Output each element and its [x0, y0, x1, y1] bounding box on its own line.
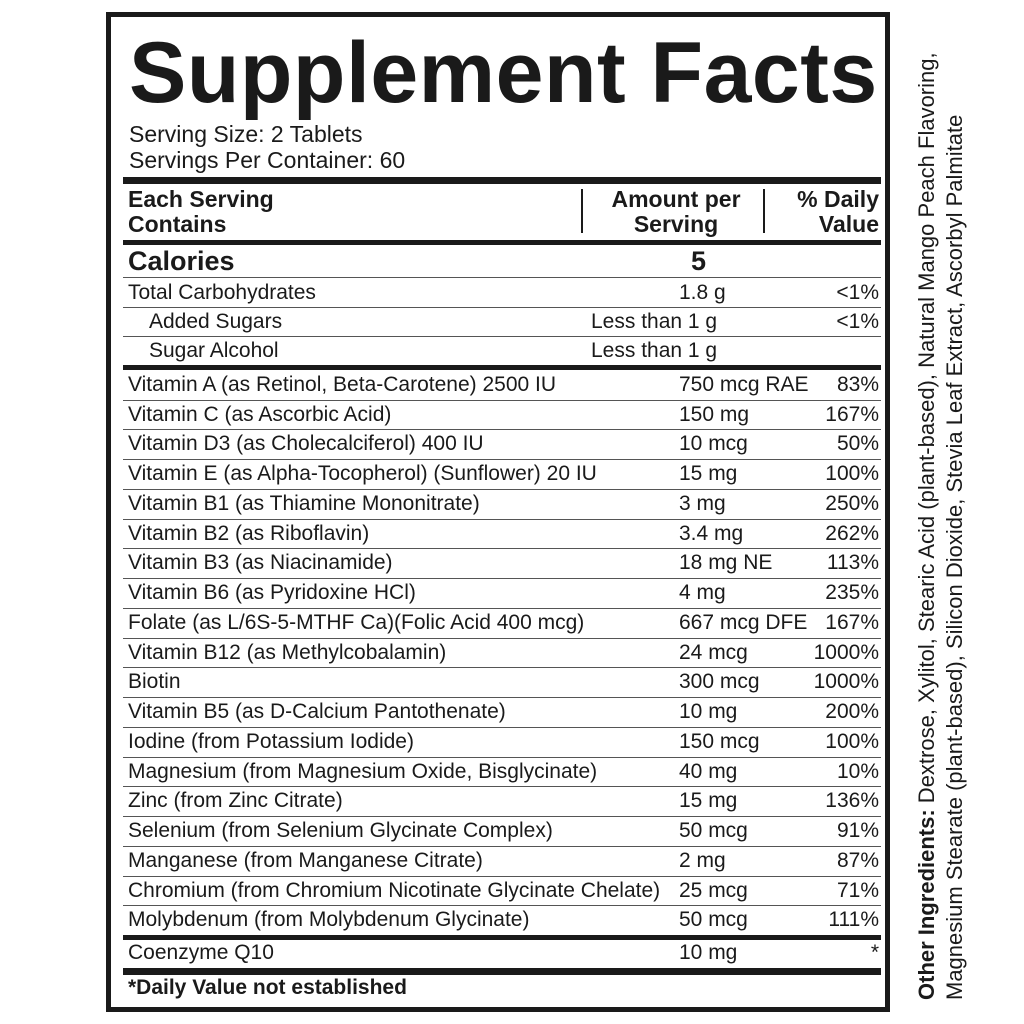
servings-per-container: Servings Per Container: 60: [129, 147, 406, 173]
calories-row: [123, 244, 881, 278]
nutrient-name: Magnesium (from Magnesium Oxide, Bisglycinate): [128, 760, 598, 783]
nutrient-daily-value: 100%: [825, 462, 879, 485]
other-ingredients-line1: Dextrose, Xylitol, Stearic Acid (plant-based), Natural Mango Peach Flavoring,: [914, 52, 939, 804]
nutrient-amount: 40 mg: [679, 760, 738, 783]
carb-row: [123, 278, 881, 307]
nutrient-name: Vitamin B5 (as D-Calcium Pantothenate): [128, 700, 506, 723]
other-ingredients-label: Other Ingredients:: [914, 809, 939, 1000]
nutrient-amount: 3.4 mg: [679, 522, 744, 545]
nutrient-row: [123, 489, 881, 518]
header-daily-value: % Daily Value: [797, 186, 879, 237]
nutrient-name: Zinc (from Zinc Citrate): [128, 789, 343, 812]
nutrient-daily-value: <1%: [836, 281, 879, 304]
bottom-thick-rule: [123, 968, 881, 975]
nutrient-name: Vitamin B2 (as Riboflavin): [128, 522, 370, 545]
nutrient-daily-value: 167%: [825, 611, 879, 634]
nutrient-row: [123, 727, 881, 756]
panel-title: Supplement Facts: [129, 25, 878, 121]
nutrient-daily-value: *: [870, 941, 879, 964]
nutrient-daily-value: 262%: [825, 522, 879, 545]
nutrient-name: Iodine (from Potassium Iodide): [128, 730, 414, 753]
header-separator: [581, 189, 583, 233]
nutrient-name: Chromium (from Chromium Nicotinate Glycinate Chelate): [128, 879, 661, 902]
nutrient-name: Vitamin D3 (as Cholecalciferol) 400 IU: [128, 432, 484, 455]
nutrient-daily-value: 83%: [836, 373, 879, 396]
nutrient-name: Manganese (from Manganese Citrate): [128, 849, 483, 872]
nutrient-amount: 24 mcg: [679, 641, 748, 664]
nutrient-row: [123, 370, 881, 399]
footnote: *Daily Value not established: [128, 976, 407, 999]
nutrient-daily-value: <1%: [836, 310, 879, 333]
nutrient-amount: 150 mcg: [679, 730, 760, 753]
nutrient-amount: 15 mg: [679, 789, 738, 812]
nutrient-row: [123, 578, 881, 607]
nutrient-daily-value: 167%: [825, 403, 879, 426]
nutrient-row: [123, 548, 881, 577]
nutrient-row: [123, 608, 881, 637]
nutrient-amount: 50 mcg: [679, 908, 748, 931]
nutrient-amount: 10 mg: [679, 941, 738, 964]
calories-label: Calories: [128, 246, 235, 276]
nutrient-daily-value: 1000%: [813, 670, 879, 693]
carb-row: [123, 307, 881, 336]
nutrient-name: Molybdenum (from Molybdenum Glycinate): [128, 908, 530, 931]
nutrient-row: [123, 429, 881, 458]
nutrient-name: Added Sugars: [149, 310, 283, 333]
carb-row: [123, 336, 881, 365]
nutrient-row: [123, 905, 881, 934]
nutrient-row: [123, 638, 881, 667]
nutrient-name: Folate (as L/6S-5-MTHF Ca)(Folic Acid 400 mcg): [128, 611, 585, 634]
nutrient-name: Vitamin C (as Ascorbic Acid): [128, 403, 392, 426]
nutrient-row: [123, 846, 881, 875]
nutrient-amount: 150 mg: [679, 403, 750, 426]
nutrient-row: [123, 519, 881, 548]
header-separator: [763, 189, 765, 233]
nutrient-daily-value: 91%: [836, 819, 879, 842]
top-thick-rule: [123, 177, 881, 184]
serving-size: Serving Size: 2 Tablets: [129, 121, 363, 147]
nutrient-amount: 10 mg: [679, 700, 738, 723]
nutrient-daily-value: 10%: [836, 760, 879, 783]
nutrient-amount: 667 mcg DFE: [679, 611, 808, 634]
other-ingredients: [913, 20, 983, 1000]
nutrient-amount: 2 mg: [679, 849, 726, 872]
calories-value: 5: [691, 246, 707, 276]
nutrient-row: [123, 667, 881, 696]
nutrient-row-coenzyme-q10: [123, 938, 881, 967]
nutrient-name: Sugar Alcohol: [149, 339, 279, 362]
nutrient-name: Vitamin E (as Alpha-Tocopherol) (Sunflower) 20 IU: [128, 462, 597, 485]
nutrient-daily-value: 71%: [836, 879, 879, 902]
nutrient-amount: 1.8 g: [679, 281, 726, 304]
nutrient-name: Selenium (from Selenium Glycinate Complex): [128, 819, 553, 842]
nutrient-row: [123, 459, 881, 488]
nutrient-row: [123, 757, 881, 786]
nutrient-daily-value: 50%: [836, 432, 879, 455]
other-ingredients-line2: Magnesium Stearate (plant-based), Silicon Dioxide, Stevia Leaf Extract, Ascorbyl Palmitate: [942, 114, 967, 1000]
header-amount-per-serving: Amount per Serving: [611, 186, 741, 237]
nutrient-amount: 50 mcg: [679, 819, 748, 842]
nutrient-row: [123, 697, 881, 726]
nutrient-amount: 4 mg: [679, 581, 726, 604]
nutrient-amount: Less than 1 g: [591, 339, 718, 362]
nutrient-amount: Less than 1 g: [591, 310, 718, 333]
nutrient-daily-value: 250%: [825, 492, 879, 515]
nutrient-amount: 750 mcg RAE: [679, 373, 809, 396]
nutrient-row: [123, 400, 881, 429]
nutrient-daily-value: 136%: [825, 789, 879, 812]
nutrient-amount: 15 mg: [679, 462, 738, 485]
nutrient-row: [123, 816, 881, 845]
nutrient-name: Vitamin B6 (as Pyridoxine HCl): [128, 581, 416, 604]
nutrient-amount: 10 mcg: [679, 432, 748, 455]
nutrient-daily-value: 235%: [825, 581, 879, 604]
nutrient-name: Total Carbohydrates: [128, 281, 316, 304]
nutrient-name: Vitamin B3 (as Niacinamide): [128, 551, 393, 574]
nutrient-name: Coenzyme Q10: [128, 941, 274, 964]
nutrient-daily-value: 100%: [825, 730, 879, 753]
nutrient-amount: 300 mcg: [679, 670, 760, 693]
nutrient-name: Biotin: [128, 670, 181, 693]
nutrient-daily-value: 200%: [825, 700, 879, 723]
nutrient-daily-value: 111%: [828, 908, 879, 931]
nutrient-row: [123, 876, 881, 905]
nutrient-name: Vitamin B12 (as Methylcobalamin): [128, 641, 447, 664]
supplement-facts-panel: [106, 12, 890, 1012]
nutrient-amount: 18 mg NE: [679, 551, 773, 574]
header-each-serving: Each Serving Contains: [128, 186, 274, 237]
nutrient-amount: 25 mcg: [679, 879, 748, 902]
nutrient-name: Vitamin A (as Retinol, Beta-Carotene) 2500 IU: [128, 373, 557, 396]
nutrient-daily-value: 1000%: [813, 641, 879, 664]
nutrient-row: [123, 786, 881, 815]
nutrient-daily-value: 87%: [836, 849, 879, 872]
nutrient-amount: 3 mg: [679, 492, 726, 515]
nutrient-name: Vitamin B1 (as Thiamine Mononitrate): [128, 492, 480, 515]
nutrient-daily-value: 113%: [826, 551, 879, 574]
